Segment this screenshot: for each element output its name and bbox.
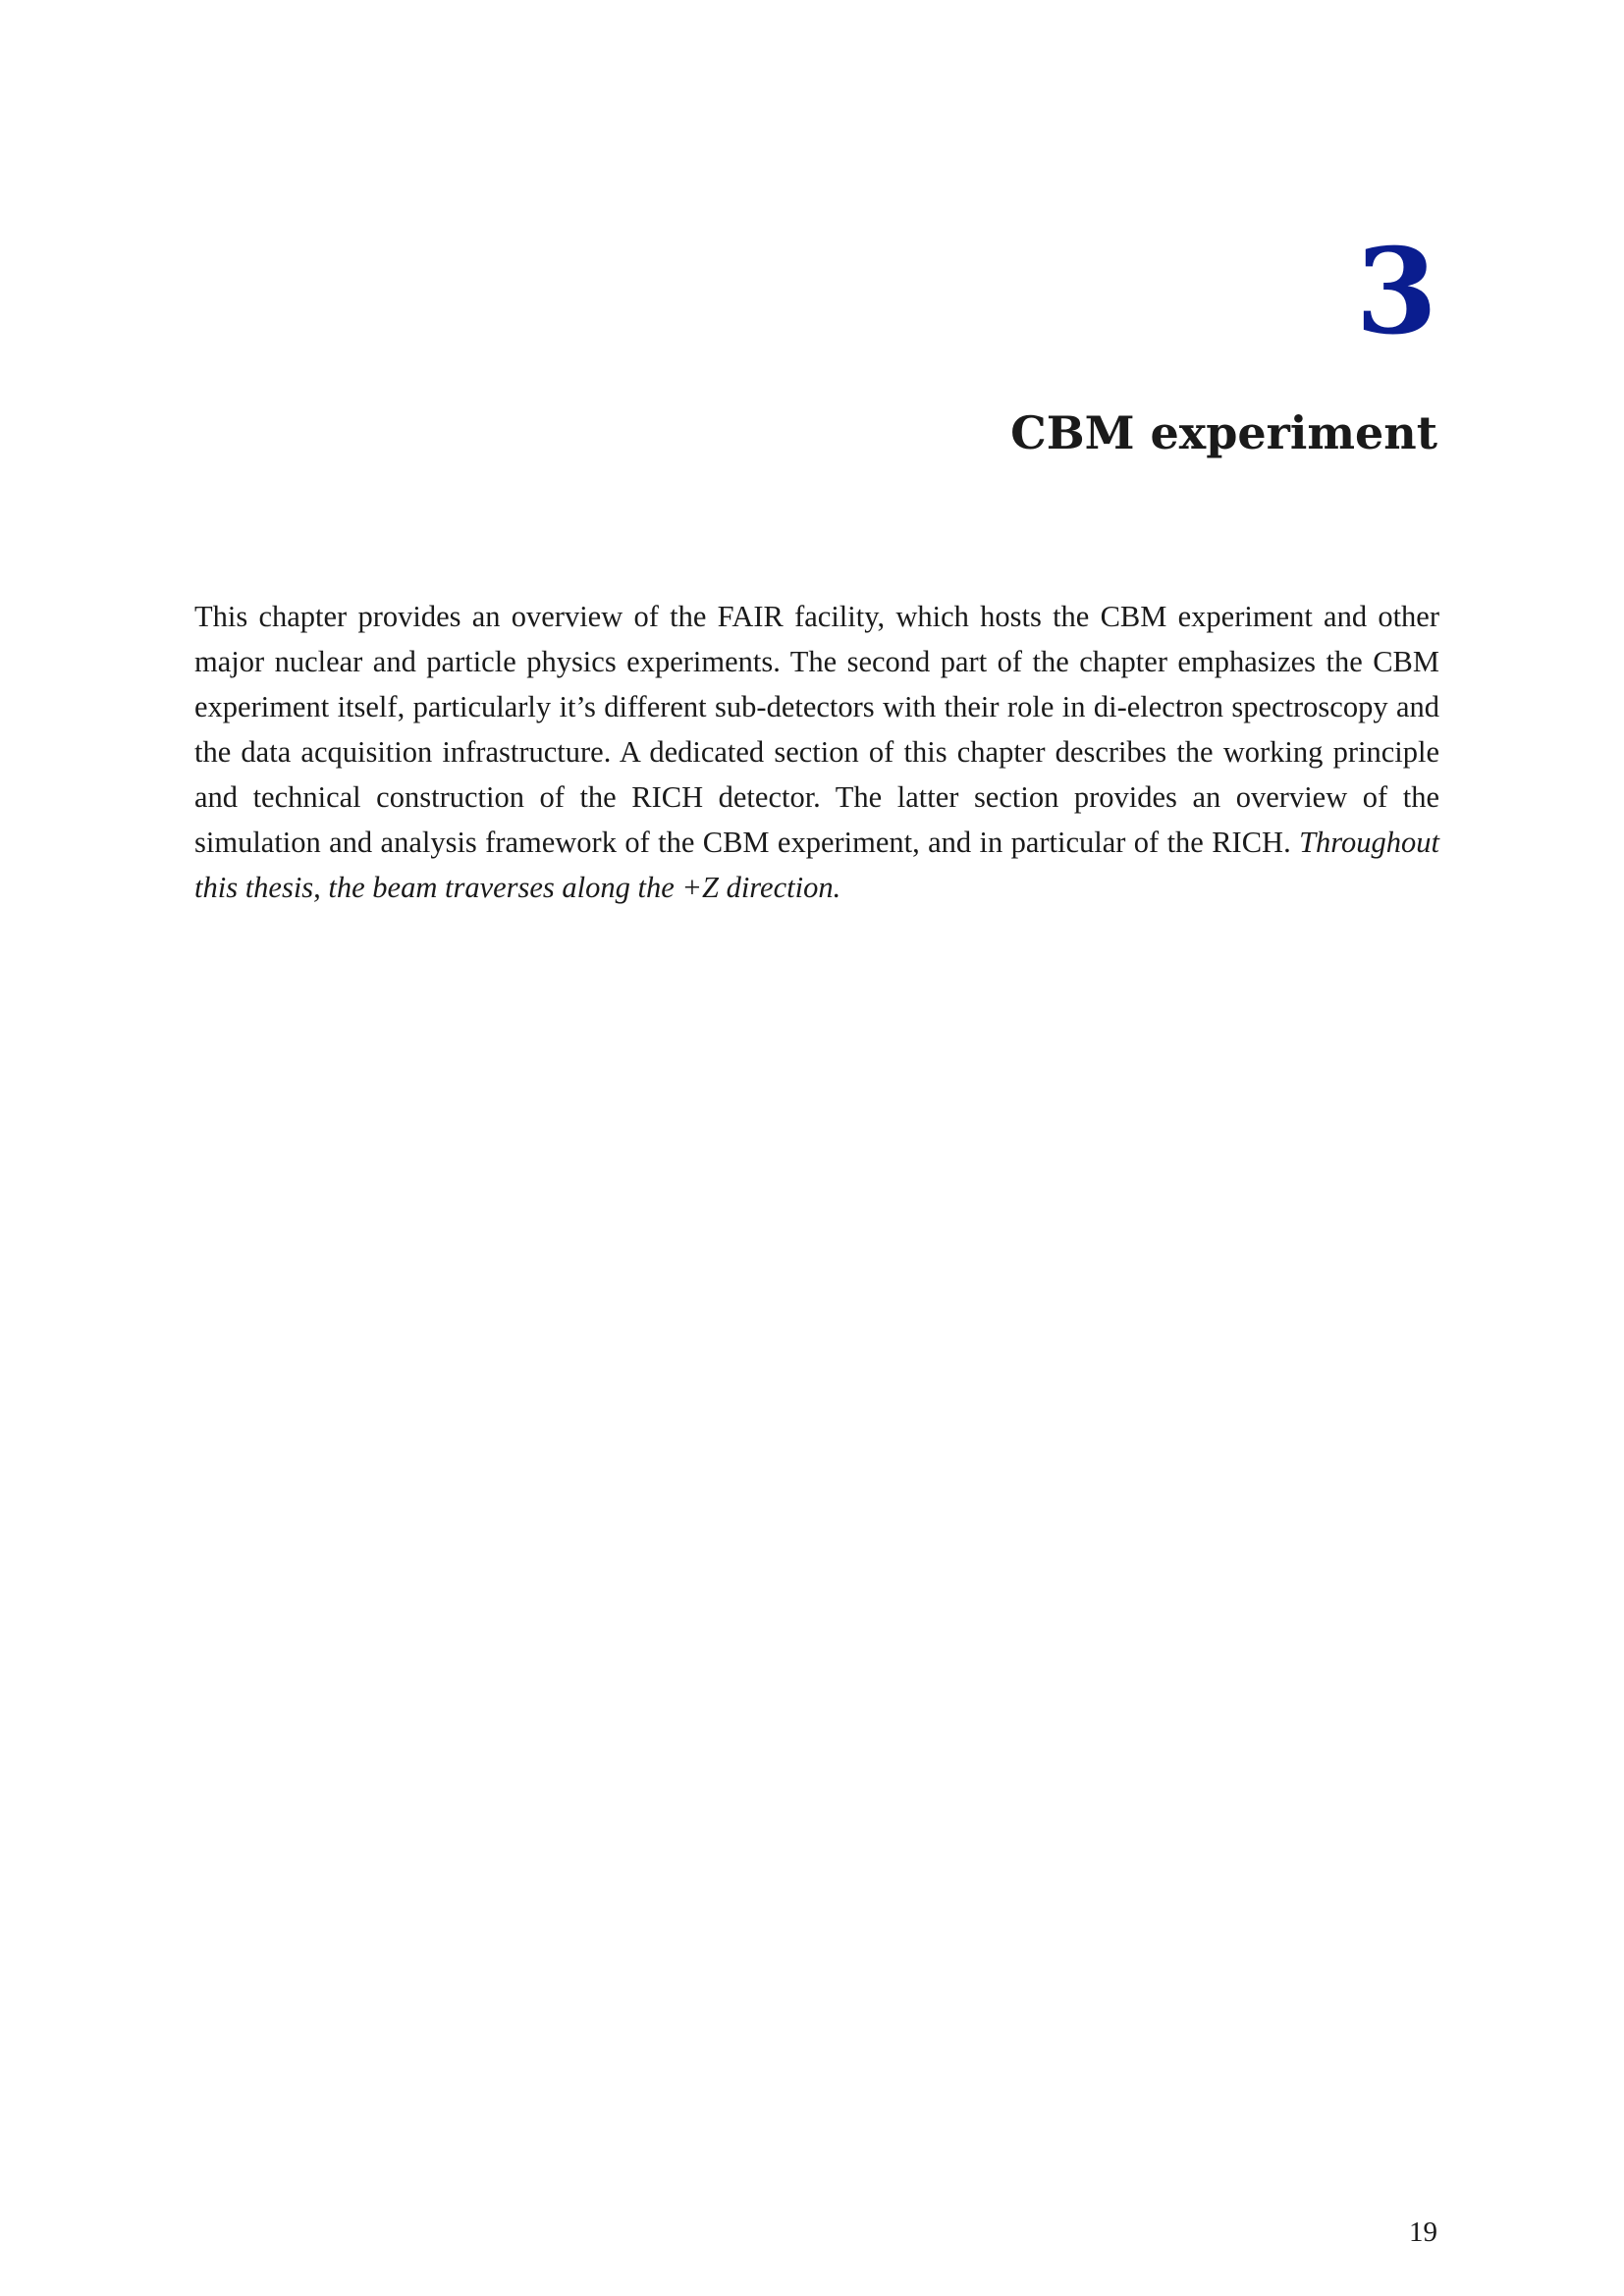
page-number: 19 [1409, 2216, 1437, 2248]
chapter-number: 3 [1355, 223, 1437, 361]
chapter-intro-paragraph [194, 594, 1439, 910]
intro-text: This chapter provides an overview of the FAIR facility, which hosts the CBM experiment and other major nuclear and particle physics experiments. The second part of the chapter emphasizes the CBM experiment itself, particularly it’s different sub-detectors with their role in di-electron spectroscopy and the data acquisition infrastructure. A dedicated section of this chapter describes the working principle and technical construction of the RICH detector. The latter section provides an overview of the simulation and analysis framework of the CBM experiment, and in particular of the RICH. [194, 600, 1439, 859]
chapter-title: CBM experiment [1010, 406, 1437, 459]
intro-italic-note: Throughout this thesis, the beam traverses along the +Z direction. [194, 826, 1439, 904]
